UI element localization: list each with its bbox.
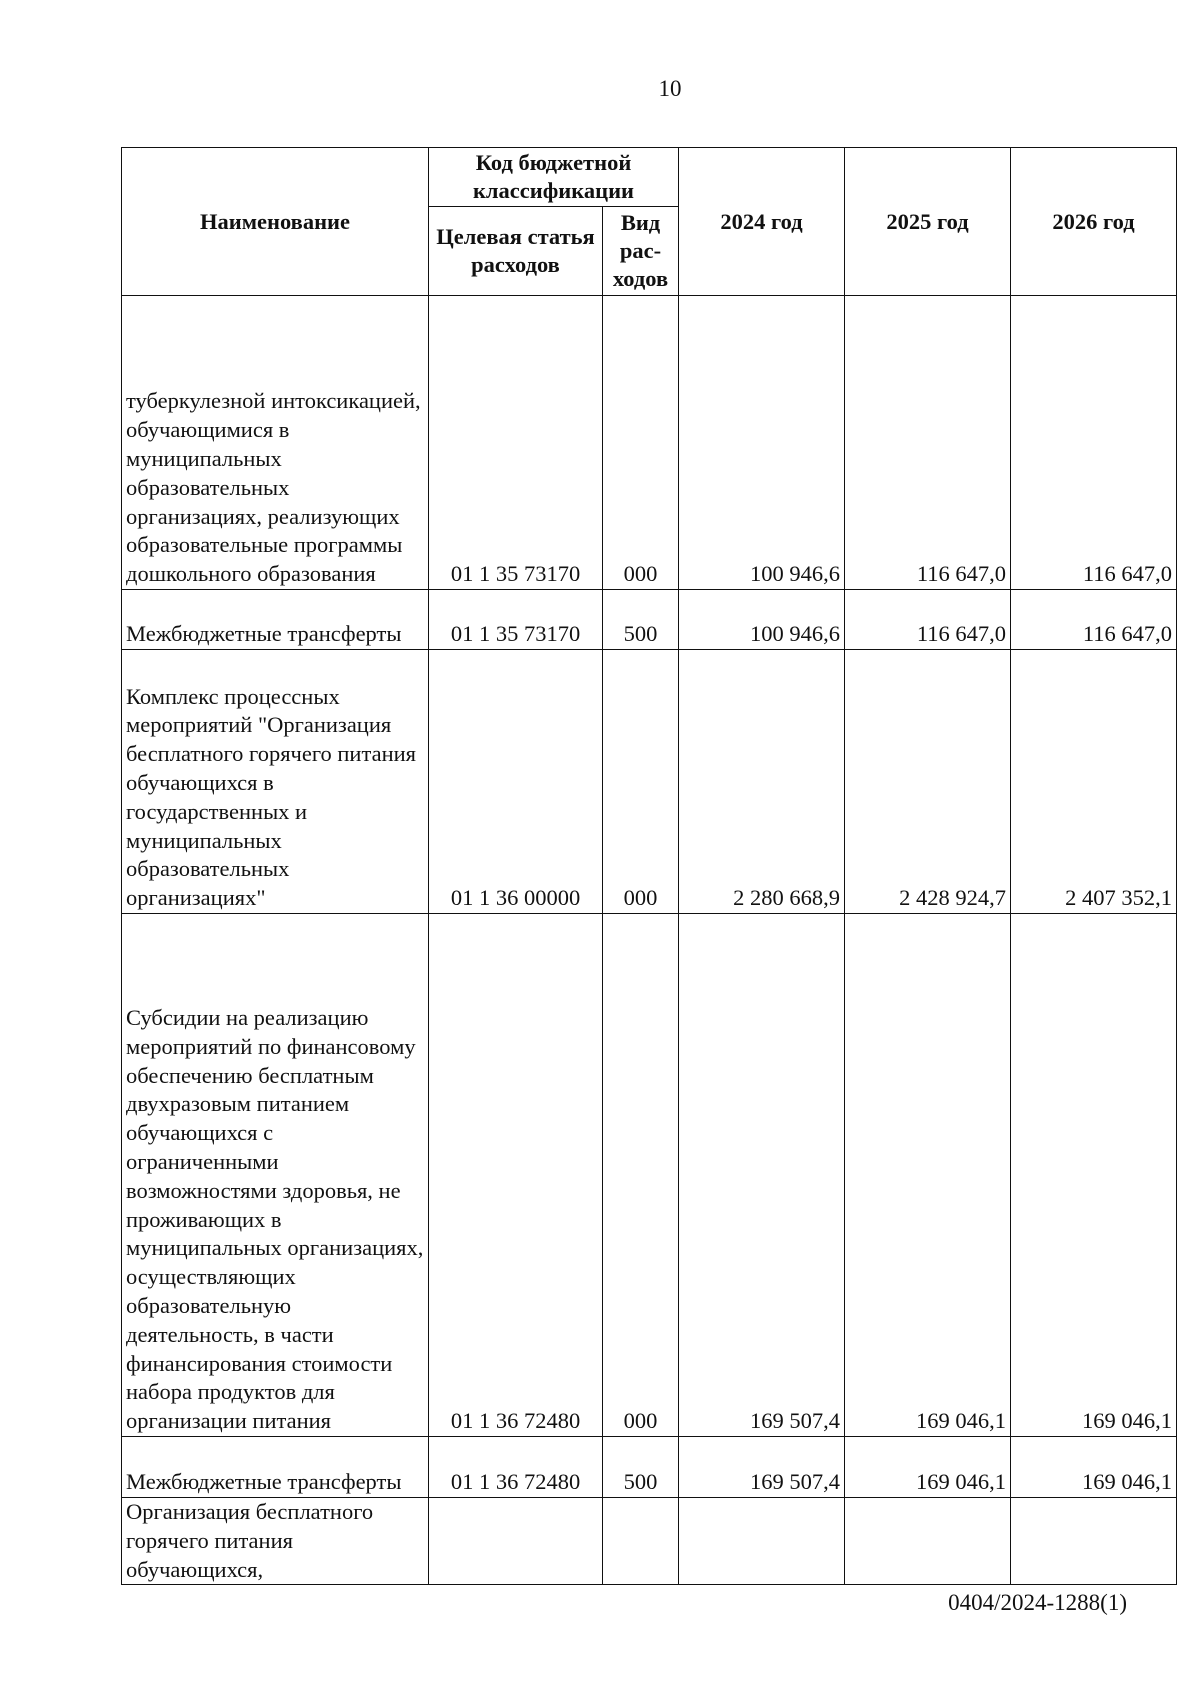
row-code: 01 1 36 72480 <box>429 914 603 1437</box>
row-name: Межбюджетные трансферты <box>122 1437 429 1498</box>
row-kind: 500 <box>603 590 679 650</box>
header-name: Наименование <box>122 148 429 296</box>
header-expense-kind: Вид рас-ходов <box>603 207 679 296</box>
table-row <box>122 1437 1177 1498</box>
header-code-group: Код бюджетной классификации <box>429 148 679 207</box>
table-row <box>122 590 1177 650</box>
row-2025: 169 046,1 <box>845 914 1011 1437</box>
table-row <box>122 650 1177 914</box>
row-name: Комплекс процессных мероприятий "Организация бесплатного горячего питания обучающихся в государственных и муниципальных образовательных организациях" <box>122 650 429 914</box>
row-code: 01 1 35 73170 <box>429 590 603 650</box>
row-2025: 116 647,0 <box>845 590 1011 650</box>
table-row <box>122 296 1177 590</box>
row-2025: 2 428 924,7 <box>845 650 1011 914</box>
row-2026 <box>1011 1498 1177 1585</box>
row-kind: 000 <box>603 650 679 914</box>
row-2024: 100 946,6 <box>679 590 845 650</box>
row-2025: 169 046,1 <box>845 1437 1011 1498</box>
row-2026: 169 046,1 <box>1011 914 1177 1437</box>
header-target-article: Целевая статья расходов <box>429 207 603 296</box>
row-2025 <box>845 1498 1011 1585</box>
row-code: 01 1 36 00000 <box>429 650 603 914</box>
row-kind <box>603 1498 679 1585</box>
page-number: 10 <box>658 76 682 101</box>
table-row <box>122 1498 1177 1585</box>
row-2026: 116 647,0 <box>1011 590 1177 650</box>
row-kind: 000 <box>603 296 679 590</box>
header-2025: 2025 год <box>845 148 1011 296</box>
row-2026: 169 046,1 <box>1011 1437 1177 1498</box>
row-name: Межбюджетные трансферты <box>122 590 429 650</box>
row-kind: 500 <box>603 1437 679 1498</box>
row-2024: 2 280 668,9 <box>679 650 845 914</box>
budget-table <box>121 147 1177 1585</box>
row-2025: 116 647,0 <box>845 296 1011 590</box>
row-name: туберкулезной интоксикацией, обучающимися в муниципальных образовательных организациях, реализующих образовательные программы дошкольного образования <box>122 296 429 590</box>
row-name: Организация бесплатного горячего питания обучающихся, <box>122 1498 429 1585</box>
row-2024 <box>679 1498 845 1585</box>
row-name: Субсидии на реализацию мероприятий по финансовому обеспечению бесплатным двухразовым питанием обучающихся с ограниченными возможностями здоровья, не проживающих в муниципальных организациях, осуществляющих образовательную деятельность, в части финансирования стоимости набора продуктов для организации питания <box>122 914 429 1437</box>
document-id: 0404/2024-1288(1) <box>948 1590 1127 1615</box>
row-code: 01 1 36 72480 <box>429 1437 603 1498</box>
row-code <box>429 1498 603 1585</box>
header-2024: 2024 год <box>679 148 845 296</box>
row-2024: 100 946,6 <box>679 296 845 590</box>
table-header <box>122 148 1177 296</box>
row-2024: 169 507,4 <box>679 1437 845 1498</box>
table-row <box>122 914 1177 1437</box>
header-2026: 2026 год <box>1011 148 1177 296</box>
row-code: 01 1 35 73170 <box>429 296 603 590</box>
row-kind: 000 <box>603 914 679 1437</box>
row-2026: 2 407 352,1 <box>1011 650 1177 914</box>
row-2024: 169 507,4 <box>679 914 845 1437</box>
row-2026: 116 647,0 <box>1011 296 1177 590</box>
